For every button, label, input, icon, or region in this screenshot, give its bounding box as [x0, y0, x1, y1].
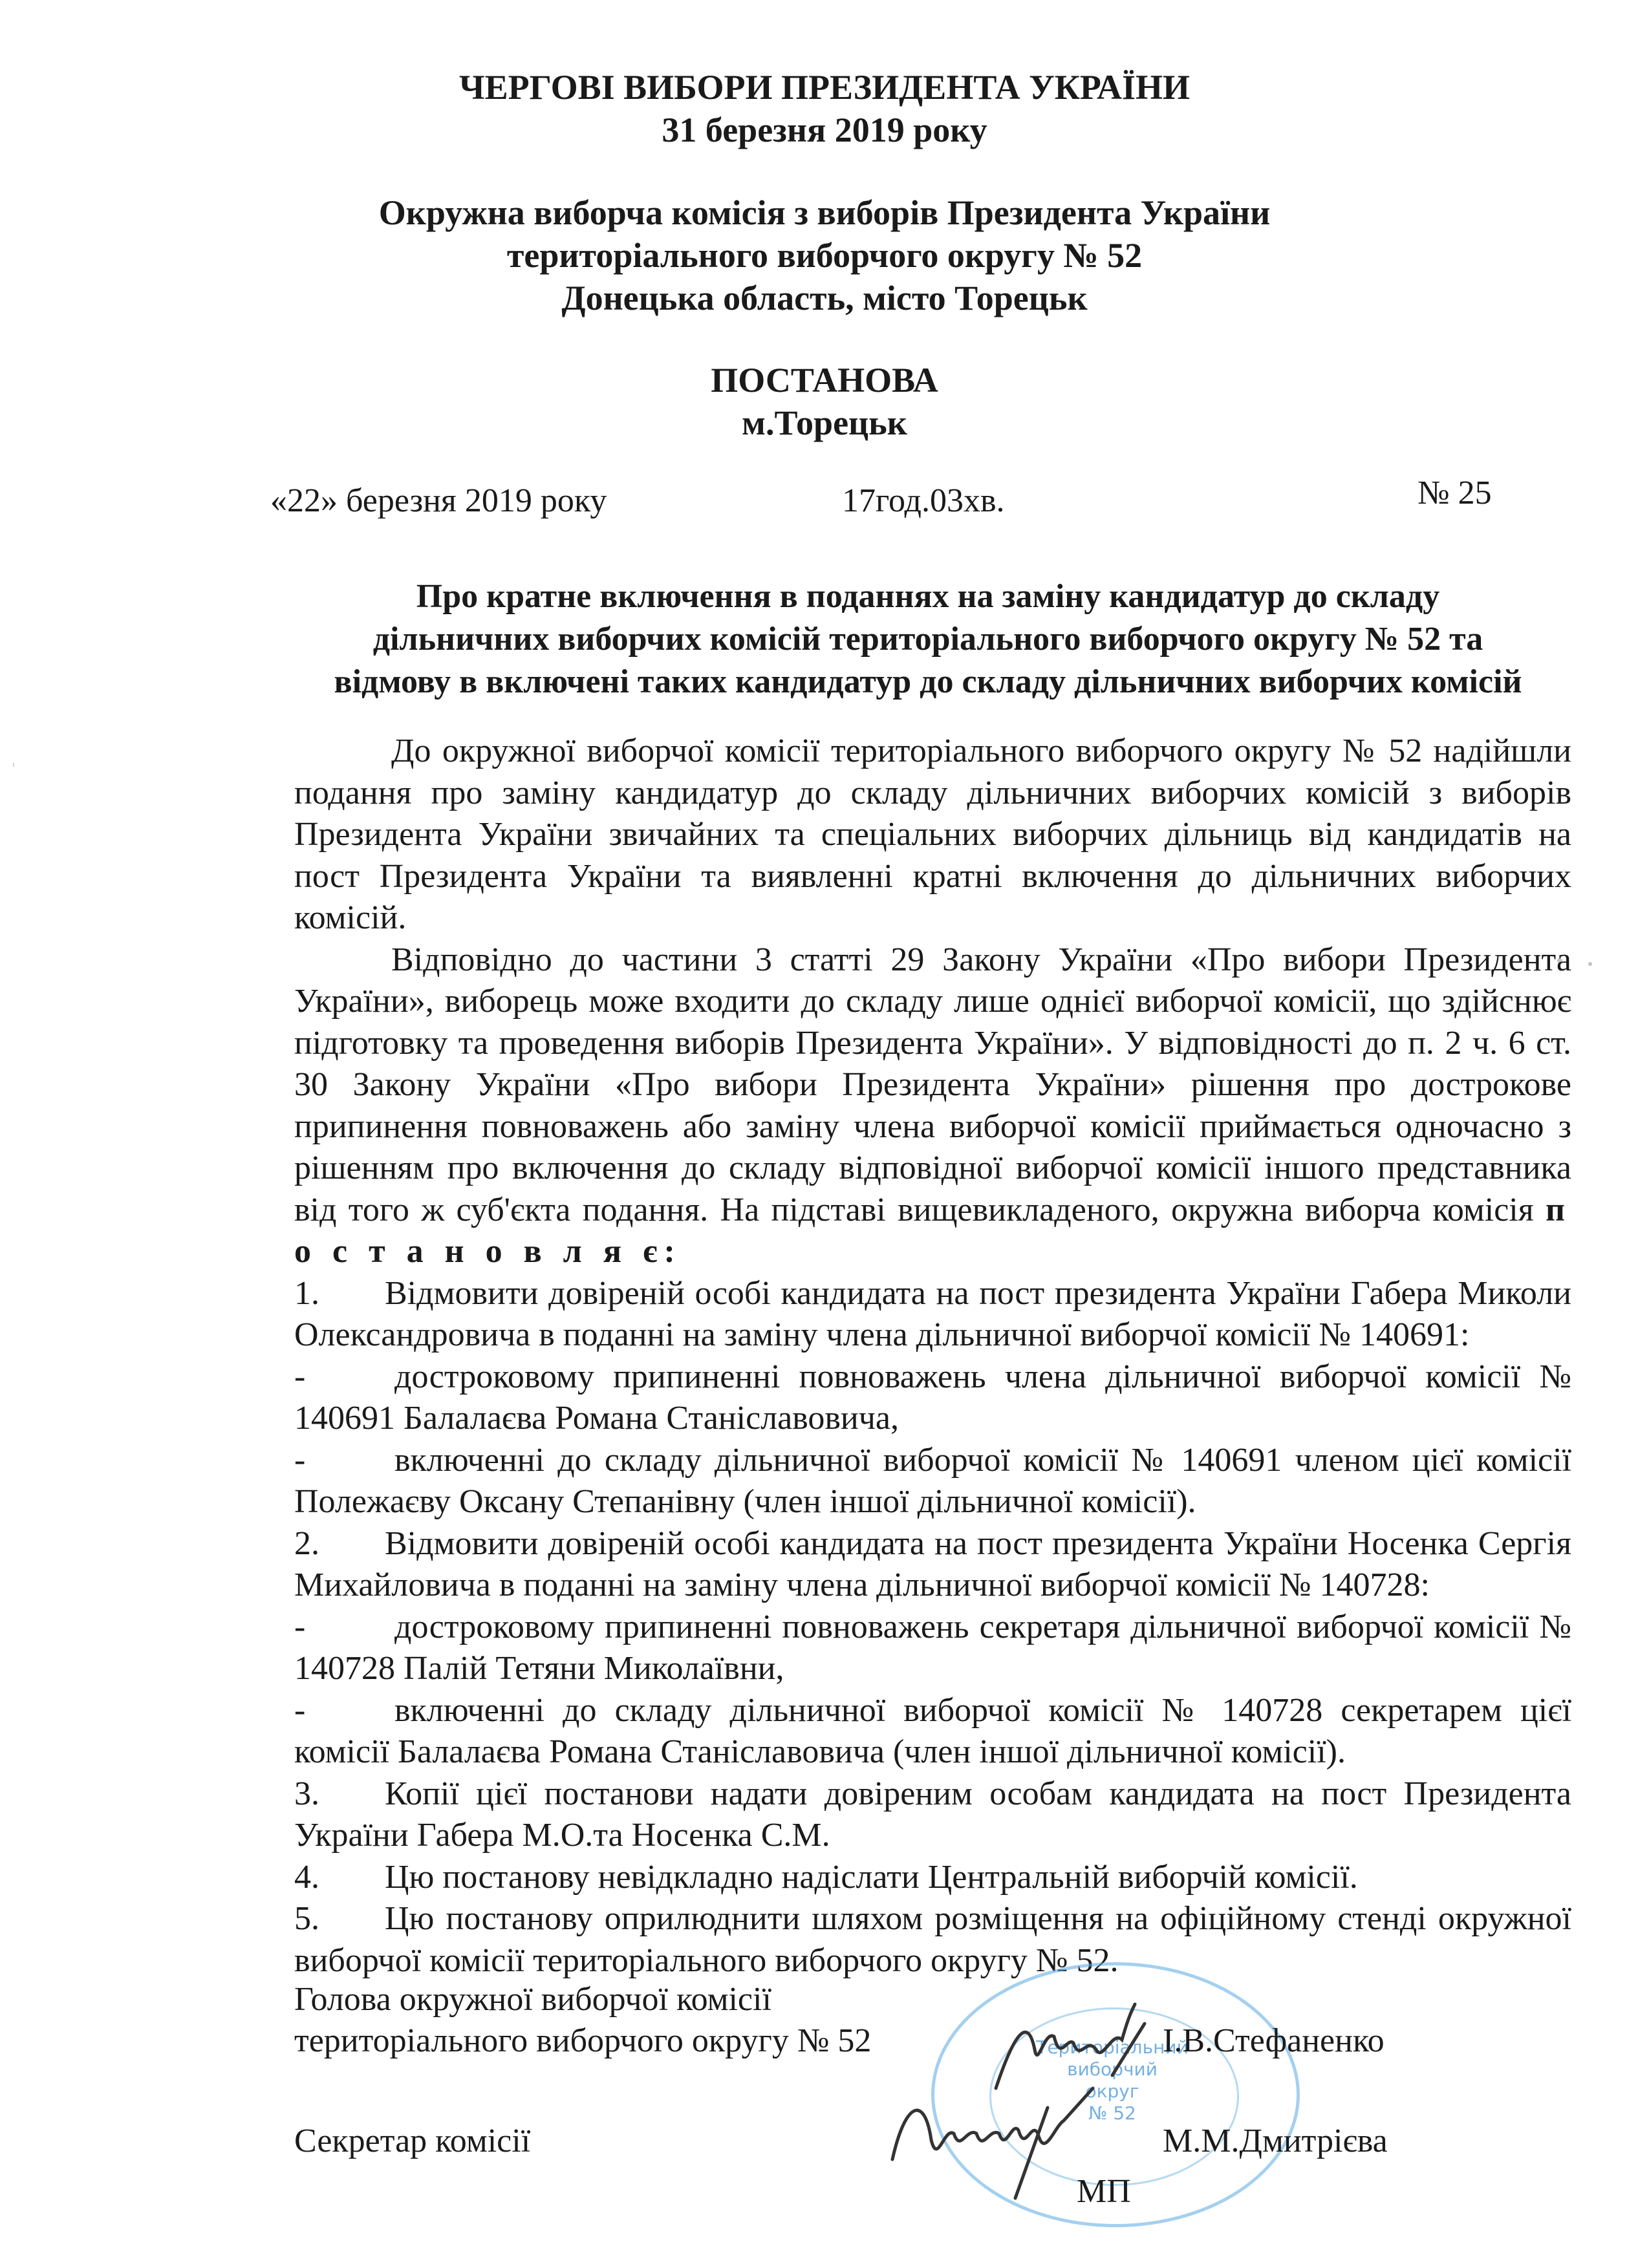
secretary-signature-icon	[879, 2069, 1112, 2211]
topic-line: відмову в включені таких кандидатур до складу дільничних виборчих комісій	[334, 663, 1522, 700]
item-dash: -	[294, 1358, 306, 1395]
resolution-item	[294, 1273, 1571, 1356]
commission-district: територіального виборчого округу № 52	[506, 236, 1143, 275]
item-text: достроковому припиненні повноважень члена дільничної виборчої комісії № 140691 Балалаєва Романа Станіславовича,	[294, 1358, 1571, 1437]
election-header	[0, 66, 1649, 151]
resolution-body	[294, 731, 1571, 1982]
item-number: 2.	[294, 1524, 319, 1562]
election-title: ЧЕРГОВІ ВИБОРИ ПРЕЗИДЕНТА УКРАЇНИ	[458, 68, 1191, 107]
election-date: 31 березня 2019 року	[662, 111, 987, 149]
resolution-item	[294, 1898, 1571, 1982]
chair-title-line1: Голова окружної виборчої комісії	[294, 1981, 771, 2018]
item-number: 1.	[294, 1274, 319, 1312]
chair-name: І.В.Стефаненко	[1163, 2022, 1385, 2059]
resolution-title: ПОСТАНОВА	[711, 361, 938, 400]
resolution-subitem	[294, 1690, 1571, 1773]
scan-artifact	[1588, 962, 1592, 966]
topic-line: Про кратне включення в поданнях на заміну кандидатур до складу	[416, 578, 1440, 615]
item-number: 4.	[294, 1858, 319, 1896]
scan-artifact	[13, 763, 14, 767]
commission-name: Окружна виборча комісія з виборів Президента України	[378, 193, 1271, 232]
secretary-name: М.М.Дмитрієва	[1163, 2123, 1388, 2159]
chair-title-line2: територіального виборчого округу № 52	[294, 2022, 872, 2059]
resolution-item	[294, 1773, 1571, 1857]
resolution-meta-row	[0, 475, 1649, 527]
commission-location: Донецька область, місто Торецьк	[561, 279, 1088, 317]
item-text: Цю постанову оприлюднити шляхом розміщення на офіційному стенді окружної виборчої комісії територіального виборчого округу № 52.	[294, 1900, 1571, 1979]
item-text: Відмовити довіреній особі кандидата на пост президента України Носенка Сергія Михайловича в поданні на заміну члена дільничної виборчої комісії № 140728:	[294, 1524, 1571, 1603]
body-paragraph: До окружної виборчої комісії територіального виборчого округу № 52 надійшли подання про заміну кандидатур до складу дільничних виборчих комісій з виборів Президента України звичайних та спеціальних виборчих дільниць від кандидатів на пост Президента України та виявленні кратні включення до дільничних виборчих комісій.	[294, 733, 1571, 936]
resolution-topic	[285, 575, 1571, 703]
secretary-title: Секретар комісії	[294, 2123, 531, 2159]
resolution-item	[294, 1523, 1571, 1607]
stamp-line: № 52	[1088, 2102, 1136, 2124]
item-text: Цю постанову невідкладно надіслати Центральній виборчій комісії.	[385, 1858, 1358, 1896]
commission-header	[0, 191, 1649, 319]
body-paragraph	[294, 939, 1571, 1273]
item-text: Відмовити довіреній особі кандидата на пост президента України Габера Миколи Олександровича в поданні на заміну члена дільничної виборчої комісії № 140691:	[294, 1274, 1571, 1353]
resolution-city: м.Торецьк	[742, 403, 907, 442]
resolution-subitem	[294, 1356, 1571, 1440]
item-dash: -	[294, 1608, 306, 1645]
resolution-time: 17год.03хв.	[842, 482, 1005, 519]
item-text: включенні до складу дільничної виборчої комісії № 140728 секретарем цієї комісії Балалаєва Романа Станіславовича (член іншої дільничної комісії).	[294, 1691, 1571, 1770]
seal-mark: МП	[1077, 2173, 1131, 2210]
resolution-date: «22» березня 2019 року	[270, 482, 607, 519]
resolution-item	[294, 1857, 1571, 1899]
item-number: 5.	[294, 1900, 319, 1937]
decides-label: п о с т а н о в л я є:	[294, 1191, 1572, 1270]
item-text: включенні до складу дільничної виборчої комісії № 140691 членом цієї комісії Полежаєву Оксану Степанівну (член іншої дільничної комісії).	[294, 1441, 1571, 1520]
body-paragraph-text: Відповідно до частини 3 статті 29 Закону України «Про вибори Президента України», виборець може входити до складу лише однієї виборчої комісії, що здійснює підготовку та проведення виборів Президента України». У відповідності до п. 2 ч. 6 ст. 30 Закону України «Про вибори Президента України» рішення про дострокове припинення повноважень або заміну члена виборчої комісії приймається одночасно з рішенням про включення до складу відповідної виборчої комісії іншого представника від того ж суб'єкта подання. На підставі вищевикладеного, окружна виборча комісія	[294, 941, 1571, 1228]
topic-line: дільничних виборчих комісій територіального виборчого округу № 52 та	[372, 621, 1483, 658]
item-dash: -	[294, 1441, 306, 1479]
item-text: достроковому припиненні повноважень секретаря дільничної виборчої комісії № 140728 Палій Тетяни Миколаївни,	[294, 1608, 1571, 1687]
resolution-subitem	[294, 1440, 1571, 1523]
resolution-number: № 25	[1417, 475, 1492, 511]
item-number: 3.	[294, 1775, 319, 1812]
resolution-subitem	[294, 1607, 1571, 1690]
resolution-heading	[0, 359, 1649, 444]
item-text: Копії цієї постанови надати довіреним особам кандидата на пост Президента України Габера М.О.та Носенка С.М.	[294, 1775, 1571, 1854]
stamp-line: Територіальний	[1036, 2037, 1189, 2058]
stamp-line: округ	[1085, 2081, 1139, 2102]
stamp-line: виборчий	[1067, 2059, 1158, 2080]
item-dash: -	[294, 1691, 306, 1729]
